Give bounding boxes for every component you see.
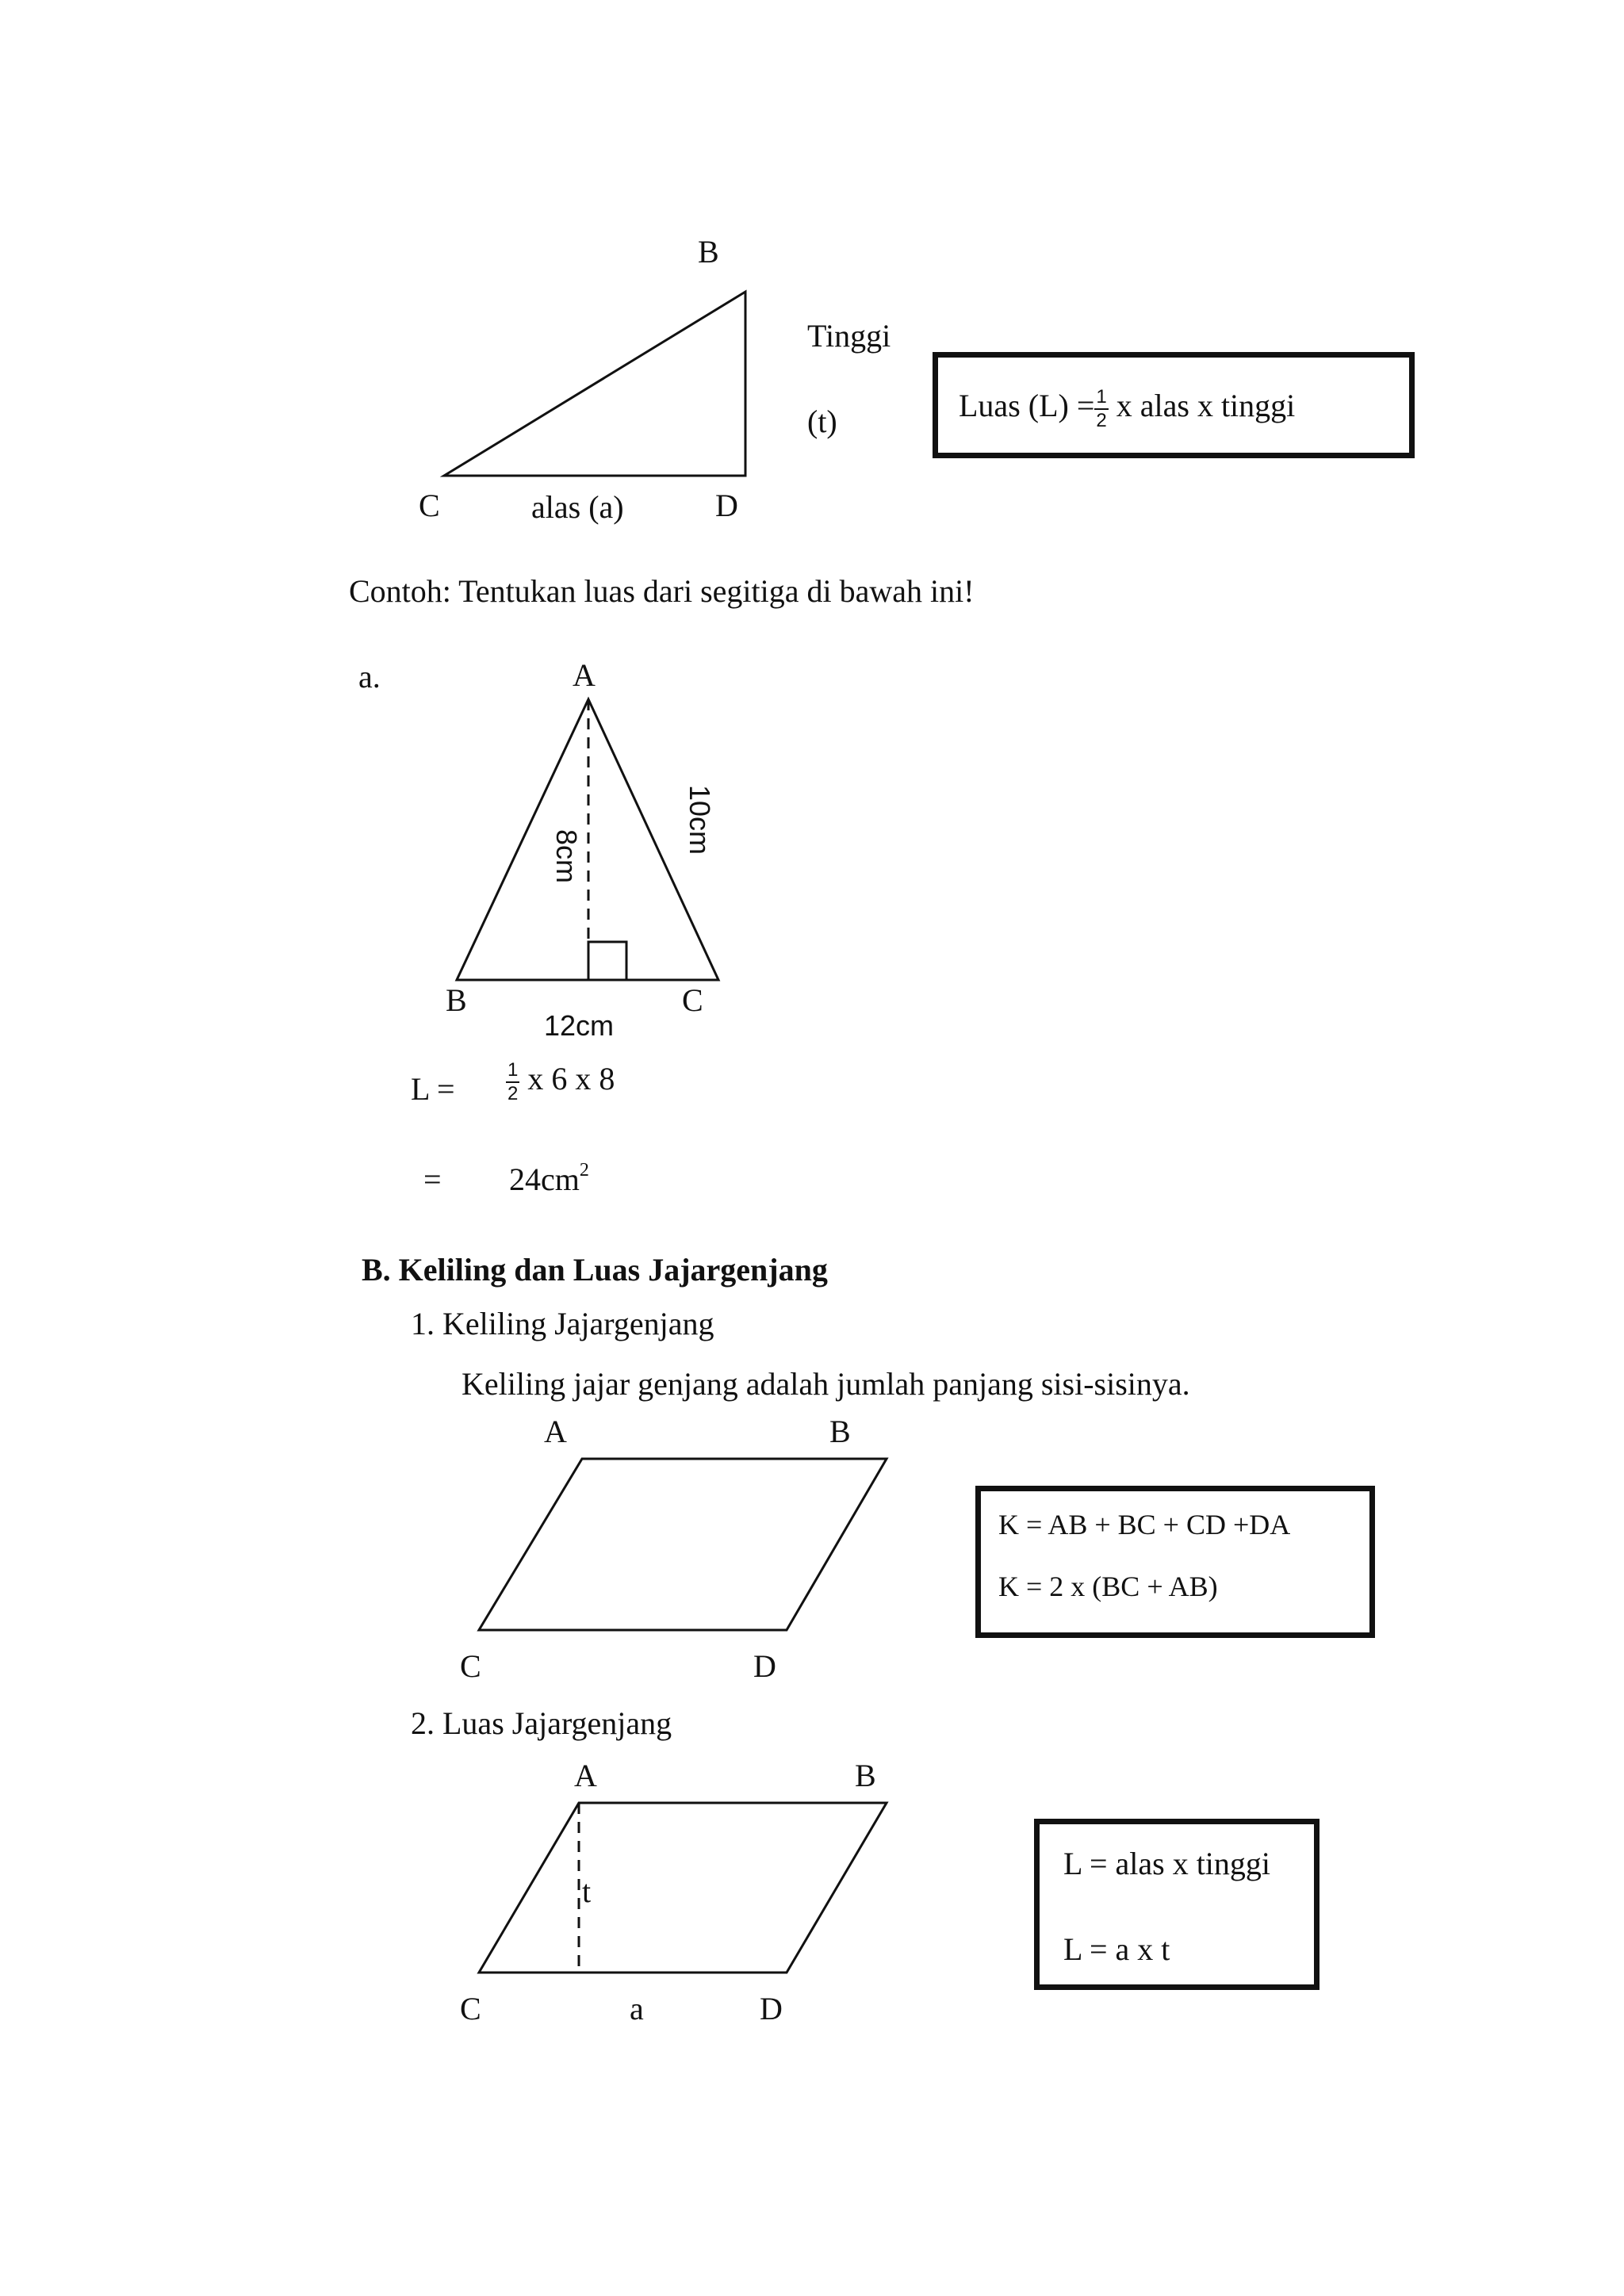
para2-base-label: a	[630, 1991, 644, 2026]
base-measure-label: 12cm	[544, 1009, 615, 1042]
vertex-label-c: C	[419, 488, 440, 523]
area-formula-box	[1034, 1819, 1320, 1990]
example-item-label: a.	[358, 659, 381, 695]
calc-line2-lhs: =	[423, 1161, 442, 1197]
parallelogram-shape-2	[479, 1803, 887, 1973]
calc-half-fraction: $\frac{1}{2}$	[508, 1059, 519, 1104]
para2-vertex-a: A	[574, 1758, 597, 1793]
area-formula-line1: L = alas x tinggi	[1063, 1846, 1271, 1881]
calc-line1-rhs: x 6 x 8	[527, 1061, 615, 1097]
example-vertex-b: B	[446, 982, 467, 1018]
base-label: alas (a)	[531, 489, 624, 525]
para2-vertex-b: B	[855, 1758, 876, 1793]
item1-title: 1. Keliling Jajargenjang	[411, 1306, 714, 1341]
para1-vertex-c: C	[460, 1648, 481, 1684]
example-vertex-c: C	[682, 982, 703, 1018]
para2-vertex-d: D	[760, 1991, 783, 2026]
para2-vertex-c: C	[460, 1991, 481, 2026]
formula-suffix: x alas x tinggi	[1116, 388, 1296, 424]
para1-vertex-b: B	[829, 1414, 851, 1449]
vertex-label-d: D	[715, 488, 738, 523]
half-fraction: $\frac{1}{2}$	[1096, 386, 1107, 431]
example-vertex-a: A	[573, 657, 596, 693]
item1-description: Keliling jajar genjang adalah jumlah panjang sisi-sisinya.	[462, 1366, 1190, 1402]
para2-height-label: t	[582, 1873, 592, 1909]
section-b-heading: B. Keliling dan Luas Jajargenjang	[362, 1252, 828, 1288]
example-intro: Contoh: Tentukan luas dari segitiga di bawah ini!	[349, 573, 975, 609]
vertex-label-b: B	[698, 234, 719, 270]
height-label-line2: (t)	[807, 404, 837, 439]
area-formula-line2: L = a x t	[1063, 1931, 1170, 1967]
para1-vertex-d: D	[753, 1648, 776, 1684]
perimeter-formula-line2: K = 2 x (BC + AB)	[998, 1571, 1218, 1602]
calc-line1-lhs: L =	[411, 1071, 455, 1107]
item2-title: 2. Luas Jajargenjang	[411, 1705, 672, 1741]
formula-prefix: Luas (L) =	[959, 388, 1095, 424]
calc-line2-result: $24cm^2$	[509, 1160, 589, 1197]
para1-vertex-a: A	[544, 1414, 567, 1449]
perimeter-formula-line1: K = AB + BC + CD +DA	[998, 1509, 1291, 1540]
height-label-line1: Tinggi	[807, 318, 891, 354]
